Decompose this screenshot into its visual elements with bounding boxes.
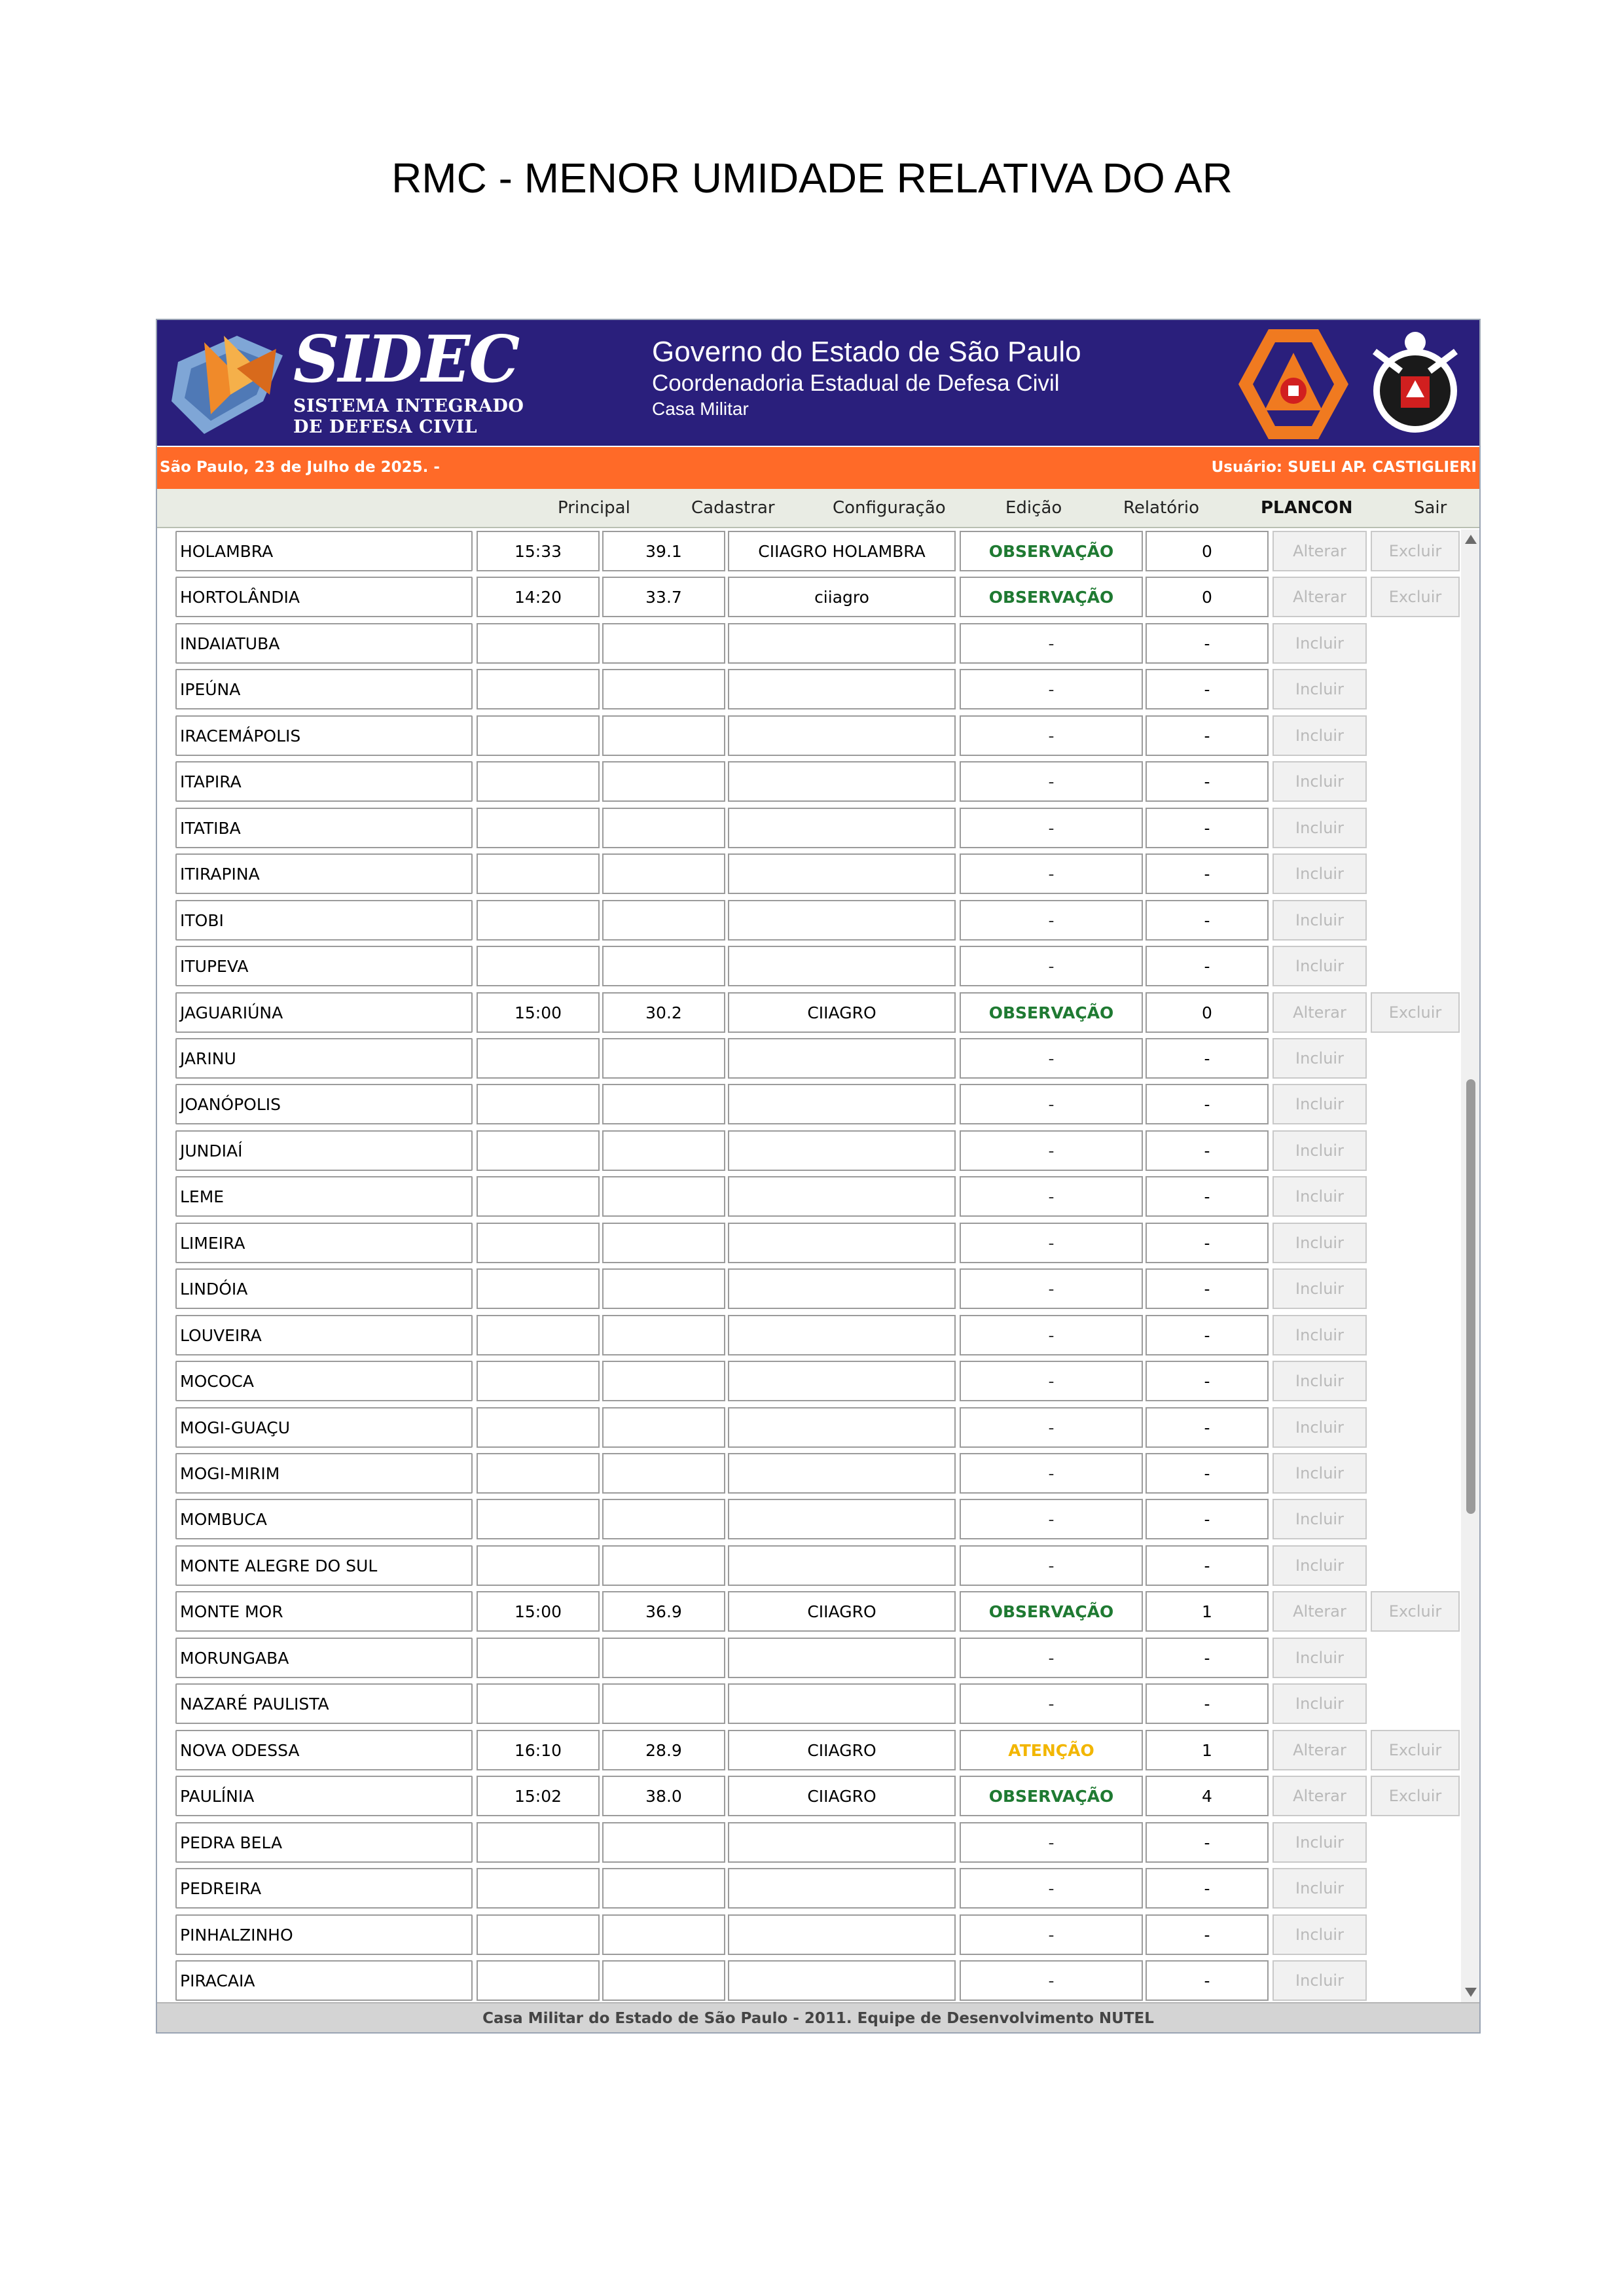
gov-line-1: Governo do Estado de São Paulo bbox=[652, 336, 1081, 368]
alterar-button[interactable]: Alterar bbox=[1272, 992, 1367, 1033]
time-field: 15:02 bbox=[477, 1776, 600, 1816]
logo-subtitle-2: DE DEFESA CIVIL bbox=[293, 417, 478, 437]
status-badge: - bbox=[960, 1868, 1143, 1909]
alterar-button[interactable]: Alterar bbox=[1272, 577, 1367, 617]
city-name: MORUNGABA bbox=[175, 1638, 473, 1678]
status-badge: OBSERVAÇÃO bbox=[960, 1776, 1143, 1816]
table-row bbox=[157, 575, 1460, 619]
city-name: JAGUARIÚNA bbox=[175, 992, 473, 1033]
source-field: CIIAGRO bbox=[728, 1730, 956, 1770]
table-row bbox=[157, 1359, 1460, 1403]
source-field bbox=[728, 1361, 956, 1401]
status-badge: - bbox=[960, 1084, 1143, 1124]
time-field bbox=[477, 900, 600, 941]
occurrence-count: 1 bbox=[1146, 1730, 1269, 1770]
source-field: CIIAGRO HOLAMBRA bbox=[728, 531, 956, 571]
excluir-button[interactable]: Excluir bbox=[1371, 531, 1460, 571]
status-badge: - bbox=[960, 1176, 1143, 1217]
table-row bbox=[157, 1913, 1460, 1956]
incluir-button[interactable]: Incluir bbox=[1272, 1315, 1367, 1355]
occurrence-count: - bbox=[1146, 1545, 1269, 1586]
occurrence-count: - bbox=[1146, 761, 1269, 802]
logo-subtitle-1: SISTEMA INTEGRADO bbox=[293, 396, 524, 416]
city-name: JARINU bbox=[175, 1038, 473, 1079]
table-row bbox=[157, 1037, 1460, 1080]
sidec-window bbox=[156, 319, 1481, 2034]
scroll-thumb[interactable] bbox=[1466, 1079, 1475, 1514]
city-name: PINHALZINHO bbox=[175, 1914, 473, 1955]
humidity-value bbox=[602, 715, 725, 756]
humidity-value: 36.9 bbox=[602, 1591, 725, 1632]
sidec-logo-icon bbox=[165, 323, 293, 444]
status-badge: OBSERVAÇÃO bbox=[960, 531, 1143, 571]
humidity-value bbox=[602, 946, 725, 986]
main-menu bbox=[157, 489, 1479, 528]
scroll-up-arrow-icon[interactable] bbox=[1465, 535, 1477, 544]
status-badge: - bbox=[960, 1038, 1143, 1079]
incluir-button[interactable]: Incluir bbox=[1272, 1084, 1367, 1124]
incluir-button[interactable]: Incluir bbox=[1272, 1960, 1367, 2001]
current-user: Usuário: SUELI AP. CASTIGLIERI bbox=[1211, 459, 1477, 476]
incluir-button[interactable]: Incluir bbox=[1272, 715, 1367, 756]
status-badge: - bbox=[960, 808, 1143, 848]
source-field: CIIAGRO bbox=[728, 1591, 956, 1632]
source-field bbox=[728, 946, 956, 986]
source-field bbox=[728, 1960, 956, 2001]
table-row bbox=[157, 1175, 1460, 1218]
time-field bbox=[477, 623, 600, 664]
status-badge: - bbox=[960, 623, 1143, 664]
source-field bbox=[728, 1407, 956, 1448]
incluir-button[interactable]: Incluir bbox=[1272, 1453, 1367, 1494]
source-field bbox=[728, 1038, 956, 1079]
status-badge: OBSERVAÇÃO bbox=[960, 1591, 1143, 1632]
humidity-value bbox=[602, 1361, 725, 1401]
city-name: MONTE MOR bbox=[175, 1591, 473, 1632]
menu-edicao[interactable]: Edição bbox=[1005, 498, 1062, 518]
time-field bbox=[477, 1130, 600, 1171]
source-field bbox=[728, 1638, 956, 1678]
city-name: LOUVEIRA bbox=[175, 1315, 473, 1355]
incluir-button[interactable]: Incluir bbox=[1272, 1638, 1367, 1678]
status-badge: - bbox=[960, 1638, 1143, 1678]
humidity-value bbox=[602, 900, 725, 941]
occurrence-count: 4 bbox=[1146, 1776, 1269, 1816]
occurrence-count: - bbox=[1146, 853, 1269, 894]
table-row bbox=[157, 1867, 1460, 1910]
incluir-button[interactable]: Incluir bbox=[1272, 1130, 1367, 1171]
status-badge: - bbox=[960, 715, 1143, 756]
occurrence-count: - bbox=[1146, 1361, 1269, 1401]
app-footer: Casa Militar do Estado de São Paulo - 2011. Equipe de Desenvolvimento NUTEL bbox=[157, 2002, 1479, 2034]
humidity-value bbox=[602, 1130, 725, 1171]
occurrence-count: - bbox=[1146, 900, 1269, 941]
occurrence-count: - bbox=[1146, 1868, 1269, 1909]
humidity-value: 28.9 bbox=[602, 1730, 725, 1770]
time-field bbox=[477, 1223, 600, 1263]
occurrence-count: 1 bbox=[1146, 1591, 1269, 1632]
source-field bbox=[728, 1545, 956, 1586]
menu-cadastrar[interactable]: Cadastrar bbox=[691, 498, 775, 518]
occurrence-count: - bbox=[1146, 1176, 1269, 1217]
city-name: IRACEMÁPOLIS bbox=[175, 715, 473, 756]
incluir-button[interactable]: Incluir bbox=[1272, 808, 1367, 848]
table-row bbox=[157, 1083, 1460, 1126]
incluir-button[interactable]: Incluir bbox=[1272, 1822, 1367, 1863]
time-field bbox=[477, 1499, 600, 1539]
occurrence-count: - bbox=[1146, 1223, 1269, 1263]
occurrence-count: - bbox=[1146, 1268, 1269, 1309]
menu-configuracao[interactable]: Configuração bbox=[833, 498, 946, 518]
status-badge: - bbox=[960, 1453, 1143, 1494]
status-badge: - bbox=[960, 1361, 1143, 1401]
city-name: MOCOCA bbox=[175, 1361, 473, 1401]
time-field bbox=[477, 1914, 600, 1955]
alterar-button[interactable]: Alterar bbox=[1272, 1730, 1367, 1770]
alterar-button[interactable]: Alterar bbox=[1272, 531, 1367, 571]
status-badge: - bbox=[960, 1407, 1143, 1448]
table-row bbox=[157, 1314, 1460, 1357]
occurrence-count: - bbox=[1146, 1683, 1269, 1724]
humidity-value bbox=[602, 623, 725, 664]
menu-relatorio[interactable]: Relatório bbox=[1123, 498, 1199, 518]
time-field bbox=[477, 715, 600, 756]
excluir-button[interactable]: Excluir bbox=[1371, 992, 1460, 1033]
humidity-value bbox=[602, 1453, 725, 1494]
time-field bbox=[477, 1545, 600, 1586]
status-badge: - bbox=[960, 1130, 1143, 1171]
humidity-value bbox=[602, 761, 725, 802]
table-row bbox=[157, 1821, 1460, 1864]
city-name: HOLAMBRA bbox=[175, 531, 473, 571]
source-field bbox=[728, 1868, 956, 1909]
source-field: CIIAGRO bbox=[728, 992, 956, 1033]
logo-name: SIDEC bbox=[293, 322, 519, 397]
table-row bbox=[157, 1452, 1460, 1495]
incluir-button[interactable]: Incluir bbox=[1272, 1914, 1367, 1955]
table-row bbox=[157, 529, 1460, 573]
time-field bbox=[477, 1407, 600, 1448]
city-name: LIMEIRA bbox=[175, 1223, 473, 1263]
time-field: 15:33 bbox=[477, 531, 600, 571]
military-crest-icon bbox=[1362, 325, 1469, 443]
city-name: JOANÓPOLIS bbox=[175, 1084, 473, 1124]
table-row bbox=[157, 668, 1460, 711]
city-name: MOMBUCA bbox=[175, 1499, 473, 1539]
source-field bbox=[728, 1315, 956, 1355]
city-name: NOVA ODESSA bbox=[175, 1730, 473, 1770]
humidity-value bbox=[602, 669, 725, 709]
time-field: 15:00 bbox=[477, 992, 600, 1033]
time-field bbox=[477, 1361, 600, 1401]
table-row bbox=[157, 1406, 1460, 1449]
table-row bbox=[157, 1267, 1460, 1310]
time-field bbox=[477, 853, 600, 894]
time-field bbox=[477, 1683, 600, 1724]
time-field: 16:10 bbox=[477, 1730, 600, 1770]
source-field bbox=[728, 853, 956, 894]
city-name: NAZARÉ PAULISTA bbox=[175, 1683, 473, 1724]
source-field bbox=[728, 1822, 956, 1863]
time-field: 14:20 bbox=[477, 577, 600, 617]
table-row bbox=[157, 1544, 1460, 1587]
city-name: IPEÚNA bbox=[175, 669, 473, 709]
city-name: LINDÓIA bbox=[175, 1268, 473, 1309]
sidec-logo-text bbox=[293, 324, 524, 438]
time-field bbox=[477, 1868, 600, 1909]
incluir-button[interactable]: Incluir bbox=[1272, 1407, 1367, 1448]
table-row bbox=[157, 714, 1460, 757]
time-field bbox=[477, 1176, 600, 1217]
status-badge: - bbox=[960, 853, 1143, 894]
occurrence-count: - bbox=[1146, 808, 1269, 848]
occurrence-count: - bbox=[1146, 1499, 1269, 1539]
occurrence-count: - bbox=[1146, 1315, 1269, 1355]
occurrence-count: - bbox=[1146, 1822, 1269, 1863]
status-badge: OBSERVAÇÃO bbox=[960, 992, 1143, 1033]
time-field bbox=[477, 808, 600, 848]
incluir-button[interactable]: Incluir bbox=[1272, 1223, 1367, 1263]
incluir-button[interactable]: Incluir bbox=[1272, 1868, 1367, 1909]
table-row bbox=[157, 944, 1460, 988]
occurrence-count: - bbox=[1146, 1453, 1269, 1494]
government-heading bbox=[652, 334, 1081, 421]
scroll-down-arrow-icon[interactable] bbox=[1465, 1988, 1477, 1997]
humidity-value bbox=[602, 1407, 725, 1448]
source-field bbox=[728, 1453, 956, 1494]
occurrence-count: - bbox=[1146, 669, 1269, 709]
menu-principal[interactable]: Principal bbox=[558, 498, 630, 518]
city-name: ITAPIRA bbox=[175, 761, 473, 802]
city-name: PAULÍNIA bbox=[175, 1776, 473, 1816]
time-field bbox=[477, 1822, 600, 1863]
humidity-value bbox=[602, 1499, 725, 1539]
city-name: MOGI-MIRIM bbox=[175, 1453, 473, 1494]
source-field bbox=[728, 1683, 956, 1724]
occurrence-count: - bbox=[1146, 1038, 1269, 1079]
incluir-button[interactable]: Incluir bbox=[1272, 623, 1367, 664]
city-name: JUNDIAÍ bbox=[175, 1130, 473, 1171]
excluir-button[interactable]: Excluir bbox=[1371, 1730, 1460, 1770]
page-title: RMC - MENOR UMIDADE RELATIVA DO AR bbox=[391, 154, 1233, 202]
table-row bbox=[157, 760, 1460, 803]
occurrence-count: 0 bbox=[1146, 531, 1269, 571]
incluir-button[interactable]: Incluir bbox=[1272, 761, 1367, 802]
city-name: ITUPEVA bbox=[175, 946, 473, 986]
status-badge: - bbox=[960, 669, 1143, 709]
status-badge: - bbox=[960, 1315, 1143, 1355]
table-row bbox=[157, 1959, 1460, 2002]
humidity-value bbox=[602, 808, 725, 848]
city-table bbox=[157, 529, 1460, 2002]
status-badge: - bbox=[960, 1683, 1143, 1724]
humidity-value: 30.2 bbox=[602, 992, 725, 1033]
occurrence-count: - bbox=[1146, 623, 1269, 664]
gov-line-2: Coordenadoria Estadual de Defesa Civil bbox=[652, 370, 1060, 396]
city-name: ITOBI bbox=[175, 900, 473, 941]
humidity-value: 33.7 bbox=[602, 577, 725, 617]
time-field bbox=[477, 1084, 600, 1124]
excluir-button[interactable]: Excluir bbox=[1371, 1776, 1460, 1816]
source-field bbox=[728, 900, 956, 941]
city-name: MOGI-GUAÇU bbox=[175, 1407, 473, 1448]
occurrence-count: - bbox=[1146, 1407, 1269, 1448]
table-row bbox=[157, 1729, 1460, 1772]
app-header bbox=[157, 320, 1479, 446]
status-badge: - bbox=[960, 1960, 1143, 2001]
civil-defense-emblem-icon bbox=[1236, 327, 1351, 442]
incluir-button[interactable]: Incluir bbox=[1272, 1268, 1367, 1309]
city-name: PEDRA BELA bbox=[175, 1822, 473, 1863]
humidity-value bbox=[602, 1868, 725, 1909]
status-badge: - bbox=[960, 1822, 1143, 1863]
incluir-button[interactable]: Incluir bbox=[1272, 1038, 1367, 1079]
incluir-button[interactable]: Incluir bbox=[1272, 1361, 1367, 1401]
incluir-button[interactable]: Incluir bbox=[1272, 853, 1367, 894]
source-field bbox=[728, 715, 956, 756]
excluir-button[interactable]: Excluir bbox=[1371, 577, 1460, 617]
table-row bbox=[157, 852, 1460, 895]
incluir-button[interactable]: Incluir bbox=[1272, 946, 1367, 986]
city-name: PEDREIRA bbox=[175, 1868, 473, 1909]
occurrence-count: - bbox=[1146, 715, 1269, 756]
source-field bbox=[728, 808, 956, 848]
table-row bbox=[157, 899, 1460, 942]
table-row bbox=[157, 1498, 1460, 1541]
source-field: CIIAGRO bbox=[728, 1776, 956, 1816]
source-field bbox=[728, 1914, 956, 1955]
excluir-button[interactable]: Excluir bbox=[1371, 1591, 1460, 1632]
humidity-value bbox=[602, 1038, 725, 1079]
city-name: LEME bbox=[175, 1176, 473, 1217]
time-field bbox=[477, 1638, 600, 1678]
occurrence-count: - bbox=[1146, 1084, 1269, 1124]
table-row bbox=[157, 1682, 1460, 1725]
source-field bbox=[728, 1084, 956, 1124]
table-row bbox=[157, 806, 1460, 850]
vertical-scrollbar[interactable] bbox=[1461, 529, 1481, 2002]
status-badge: - bbox=[960, 900, 1143, 941]
humidity-value bbox=[602, 1223, 725, 1263]
humidity-value bbox=[602, 1638, 725, 1678]
city-name: MONTE ALEGRE DO SUL bbox=[175, 1545, 473, 1586]
status-badge: OBSERVAÇÃO bbox=[960, 577, 1143, 617]
incluir-button[interactable]: Incluir bbox=[1272, 900, 1367, 941]
source-field bbox=[728, 1176, 956, 1217]
time-field bbox=[477, 1960, 600, 2001]
occurrence-count: 0 bbox=[1146, 992, 1269, 1033]
humidity-value: 39.1 bbox=[602, 531, 725, 571]
city-name: PIRACAIA bbox=[175, 1960, 473, 2001]
source-field: ciiagro bbox=[728, 577, 956, 617]
time-field bbox=[477, 1268, 600, 1309]
status-badge: - bbox=[960, 946, 1143, 986]
incluir-button[interactable]: Incluir bbox=[1272, 1683, 1367, 1724]
city-name: HORTOLÂNDIA bbox=[175, 577, 473, 617]
humidity-value bbox=[602, 1084, 725, 1124]
city-name: ITIRAPINA bbox=[175, 853, 473, 894]
source-field bbox=[728, 1223, 956, 1263]
time-field bbox=[477, 761, 600, 802]
time-field: 15:00 bbox=[477, 1591, 600, 1632]
table-row bbox=[157, 1129, 1460, 1172]
humidity-value bbox=[602, 1545, 725, 1586]
source-field bbox=[728, 761, 956, 802]
gov-line-3: Casa Militar bbox=[652, 399, 749, 419]
incluir-button[interactable]: Incluir bbox=[1272, 1176, 1367, 1217]
status-badge: - bbox=[960, 1914, 1143, 1955]
occurrence-count: 0 bbox=[1146, 577, 1269, 617]
occurrence-count: - bbox=[1146, 1914, 1269, 1955]
occurrence-count: - bbox=[1146, 1638, 1269, 1678]
status-bar bbox=[157, 447, 1479, 489]
status-badge: - bbox=[960, 1545, 1143, 1586]
source-field bbox=[728, 1130, 956, 1171]
city-name: INDAIATUBA bbox=[175, 623, 473, 664]
city-name: ITATIBA bbox=[175, 808, 473, 848]
alterar-button[interactable]: Alterar bbox=[1272, 1591, 1367, 1632]
incluir-button[interactable]: Incluir bbox=[1272, 1545, 1367, 1586]
table-row bbox=[157, 1636, 1460, 1679]
time-field bbox=[477, 1315, 600, 1355]
menu-plancon[interactable]: PLANCON bbox=[1261, 498, 1353, 518]
source-field bbox=[728, 669, 956, 709]
status-badge: - bbox=[960, 1268, 1143, 1309]
table-row bbox=[157, 1221, 1460, 1265]
time-field bbox=[477, 946, 600, 986]
occurrence-count: - bbox=[1146, 1960, 1269, 2001]
occurrence-count: - bbox=[1146, 946, 1269, 986]
status-badge: - bbox=[960, 1499, 1143, 1539]
humidity-value: 38.0 bbox=[602, 1776, 725, 1816]
status-badge: ATENÇÃO bbox=[960, 1730, 1143, 1770]
menu-sair[interactable]: Sair bbox=[1414, 498, 1447, 518]
source-field bbox=[728, 1268, 956, 1309]
alterar-button[interactable]: Alterar bbox=[1272, 1776, 1367, 1816]
humidity-value bbox=[602, 1268, 725, 1309]
current-date: São Paulo, 23 de Julho de 2025. - bbox=[160, 459, 440, 476]
humidity-value bbox=[602, 1315, 725, 1355]
humidity-value bbox=[602, 1822, 725, 1863]
humidity-value bbox=[602, 1960, 725, 2001]
table-row bbox=[157, 991, 1460, 1034]
status-badge: - bbox=[960, 761, 1143, 802]
humidity-value bbox=[602, 1914, 725, 1955]
source-field bbox=[728, 623, 956, 664]
time-field bbox=[477, 1453, 600, 1494]
status-badge: - bbox=[960, 1223, 1143, 1263]
table-row bbox=[157, 1590, 1460, 1633]
incluir-button[interactable]: Incluir bbox=[1272, 1499, 1367, 1539]
table-row bbox=[157, 622, 1460, 665]
table-row bbox=[157, 1774, 1460, 1818]
time-field bbox=[477, 1038, 600, 1079]
humidity-value bbox=[602, 1683, 725, 1724]
incluir-button[interactable]: Incluir bbox=[1272, 669, 1367, 709]
humidity-value bbox=[602, 853, 725, 894]
source-field bbox=[728, 1499, 956, 1539]
occurrence-count: - bbox=[1146, 1130, 1269, 1171]
time-field bbox=[477, 669, 600, 709]
humidity-value bbox=[602, 1176, 725, 1217]
